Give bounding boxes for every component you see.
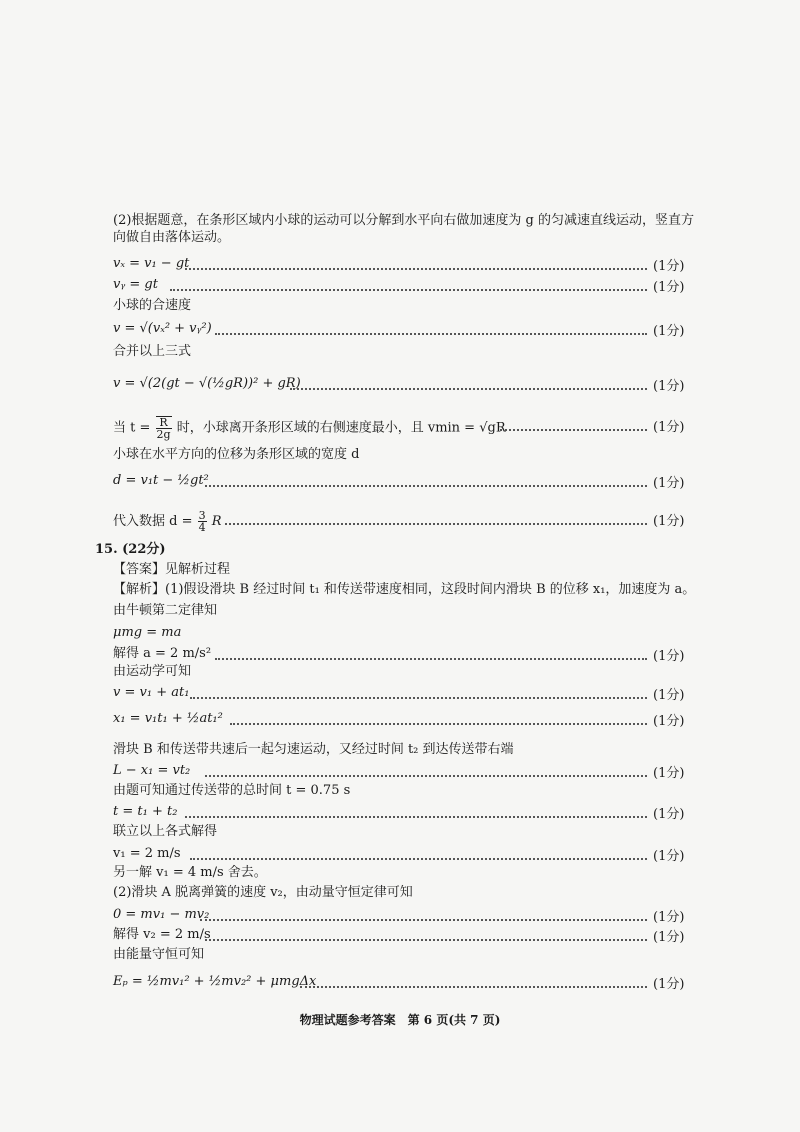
d-sub-pre: 代入数据 d =: [113, 514, 193, 529]
leader-dots: [290, 386, 647, 390]
t-fraction: $\frac{R}{2g}$: [156, 416, 171, 441]
leader-dots: [215, 656, 647, 660]
eq-energy: Eₚ = ½mv₁² + ½mv₂² + μmgΔx: [113, 974, 317, 989]
leader-dots: [215, 331, 647, 335]
score-8: (1分): [653, 649, 685, 664]
leader-dots: [205, 773, 647, 777]
t-cond-pre: 当 t =: [113, 420, 151, 436]
leader-dots: [170, 287, 647, 291]
leader-dots: [185, 814, 647, 818]
score-1: (1分): [653, 259, 685, 274]
score-16: (1分): [653, 977, 685, 992]
score-5: (1分): [653, 420, 685, 435]
width-label: 小球在水平方向的位移为条形区域的宽度 d: [113, 447, 360, 462]
eq-t: t = t₁ + t₂: [113, 804, 178, 819]
eq-v1: v₁ = 2 m/s: [113, 846, 181, 861]
eq-momentum: 0 = mv₁ − mv₂: [113, 907, 210, 922]
score-14: (1分): [653, 910, 685, 925]
leader-dots: [200, 917, 647, 921]
score-2: (1分): [653, 280, 685, 295]
score-12: (1分): [653, 807, 685, 822]
score-11: (1分): [653, 766, 685, 781]
eq-v-kin: v = v₁ + at₁: [113, 685, 190, 700]
leader-dots: [230, 721, 647, 725]
eq-a: 解得 a = 2 m/s²: [113, 646, 212, 661]
leader-dots: [500, 427, 647, 431]
score-6: (1分): [653, 476, 685, 491]
q15-analysis: 【解析】(1)假设滑块 B 经过时间 t₁ 和传送带速度相同，这段时间内滑块 B 的位移 x₁，加速度为 a。: [113, 582, 696, 597]
eq-d: d = v₁t − ½gt²: [113, 473, 209, 488]
score-4: (1分): [653, 379, 685, 394]
leader-dots: [300, 984, 647, 988]
d-substitution: [113, 510, 222, 533]
eq-vy: vᵧ = gt: [113, 277, 158, 292]
combined-velocity-label: 小球的合速度: [113, 298, 192, 313]
q15-header: 15. (22分): [95, 542, 166, 557]
score-15: (1分): [653, 930, 685, 945]
total-time-text: 由题可知通过传送带的总时间 t = 0.75 s: [113, 783, 351, 798]
score-13: (1分): [653, 849, 685, 864]
eq-vx: vₓ = v₁ − gt: [113, 256, 190, 271]
leader-dots: [190, 856, 647, 860]
solve-label: 联立以上各式解得: [113, 824, 218, 839]
eq-umg: μmg = ma: [113, 625, 182, 640]
leader-dots: [205, 483, 647, 487]
eq-x1: x₁ = v₁t₁ + ½at₁²: [113, 711, 223, 726]
kinematics-label: 由运动学可知: [113, 664, 192, 679]
leader-dots: [205, 937, 647, 941]
d-sub-post: R: [211, 514, 222, 529]
three-quarters: $\frac{3}{4}$: [198, 509, 206, 534]
leader-dots: [225, 521, 647, 525]
eq-v2: 解得 v₂ = 2 m/s: [113, 927, 211, 942]
intro-paragraph: (2)根据题意，在条形区域内小球的运动可以分解到水平向右做加速度为 g 的匀减速直线运动，竖直方向做自由落体运动。: [113, 213, 695, 245]
discard-text: 另一解 v₁ = 4 m/s 舍去。: [113, 865, 267, 880]
leader-dots: [185, 266, 647, 270]
merge-label: 合并以上三式: [113, 344, 192, 359]
eq-v: v = √(vₓ² + vᵧ²): [113, 321, 212, 336]
t-cond-post: 时，小球离开条形区域的右侧速度最小，且 vmin = √gR: [176, 420, 506, 436]
score-7: (1分): [653, 514, 685, 529]
score-10: (1分): [653, 714, 685, 729]
co-move-text: 滑块 B 和传送带共速后一起匀速运动，又经过时间 t₂ 到达传送带右端: [113, 742, 514, 757]
leader-dots: [190, 695, 647, 699]
score-9: (1分): [653, 688, 685, 703]
score-3: (1分): [653, 324, 685, 339]
eq-v-full: v = √(2(gt − √(½gR))² + gR): [113, 376, 301, 391]
energy-label: 由能量守恒可知: [113, 947, 205, 962]
part2-text: (2)滑块 A 脱离弹簧的速度 v₂，由动量守恒定律可知: [113, 885, 413, 900]
eq-L: L − x₁ = vt₂: [113, 763, 191, 778]
page-footer: 物理试题参考答案 第 6 页(共 7 页): [299, 1013, 501, 1027]
newton-label: 由牛顿第二定律知: [113, 603, 218, 618]
q15-answer: 【答案】见解析过程: [113, 562, 231, 577]
min-speed-condition: [113, 416, 506, 440]
